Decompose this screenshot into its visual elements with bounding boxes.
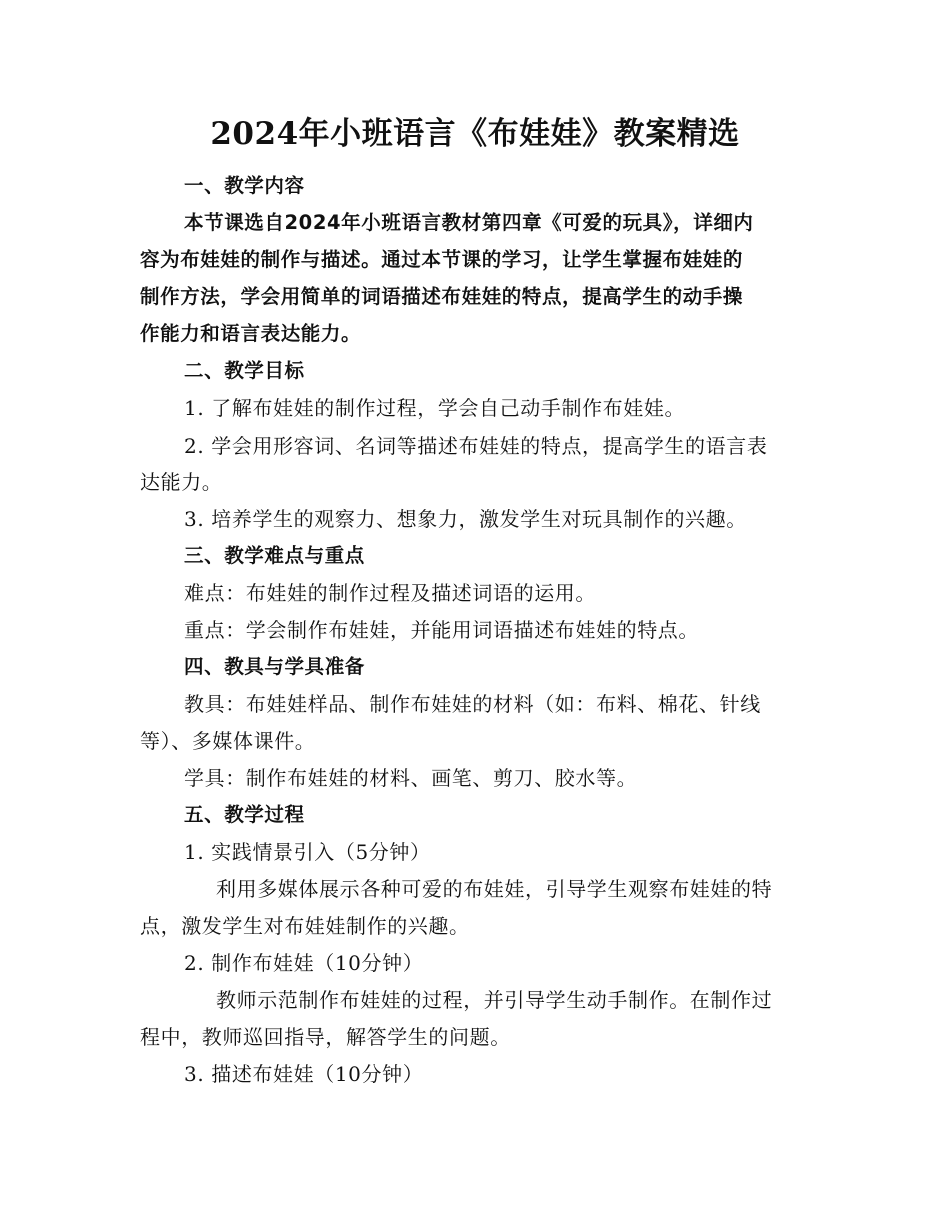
step-1-text-line-2: 点，激发学生对布娃娃制作的兴趣。 (140, 914, 470, 938)
section-heading-objectives: 二、教学目标 (184, 359, 305, 382)
page-title: 2024年小班语言《布娃娃》教案精选 (210, 116, 740, 152)
difficulty-text: 难点：布娃娃的制作过程及描述词语的运用。 (184, 581, 596, 605)
objective-item-3: 3. 培养学生的观察力、想象力，激发学生对玩具制作的兴趣。 (184, 507, 747, 531)
content-paragraph-line-2: 容为布娃娃的制作与描述。通过本节课的学习，让学生掌握布娃娃的 (140, 248, 744, 271)
section-heading-difficulty: 三、教学难点与重点 (184, 544, 365, 567)
section-heading-content: 一、教学内容 (184, 174, 305, 197)
objective-item-2-line-2: 达能力。 (140, 470, 223, 494)
student-materials: 学具：制作布娃娃的材料、画笔、剪刀、胶水等。 (184, 766, 638, 790)
objective-item-2-line-1: 2. 学会用形容词、名词等描述布娃娃的特点，提高学生的语言表 (184, 434, 768, 458)
objective-item-1: 1. 了解布娃娃的制作过程，学会自己动手制作布娃娃。 (184, 396, 686, 420)
teacher-materials-line-2: 等）、多媒体课件。 (140, 729, 316, 753)
content-paragraph-line-4: 作能力和语言表达能力。 (140, 322, 362, 345)
step-3-title: 3. 描述布娃娃（10分钟） (184, 1062, 424, 1086)
step-2-title: 2. 制作布娃娃（10分钟） (184, 951, 424, 975)
content-paragraph-line-1: 本节课选自2024年小班语言教材第四章《可爱的玩具》，详细内 (184, 211, 754, 234)
section-heading-materials: 四、教具与学具准备 (184, 655, 365, 678)
step-1-text-line-1: 利用多媒体展示各种可爱的布娃娃，引导学生观察布娃娃的特 (216, 877, 773, 901)
section-heading-process: 五、教学过程 (184, 803, 305, 826)
step-2-text-line-1: 教师示范制作布娃娃的过程，并引导学生动手制作。在制作过 (216, 988, 773, 1012)
step-1-title: 1. 实践情景引入（5分钟） (184, 840, 431, 864)
content-paragraph-line-3: 制作方法，学会用简单的词语描述布娃娃的特点，提高学生的动手操 (140, 285, 744, 308)
step-2-text-line-2: 程中，教师巡回指导，解答学生的问题。 (140, 1025, 511, 1049)
teacher-materials-line-1: 教具：布娃娃样品、制作布娃娃的材料（如：布料、棉花、针线 (184, 692, 761, 716)
key-point-text: 重点：学会制作布娃娃，并能用词语描述布娃娃的特点。 (184, 618, 699, 642)
